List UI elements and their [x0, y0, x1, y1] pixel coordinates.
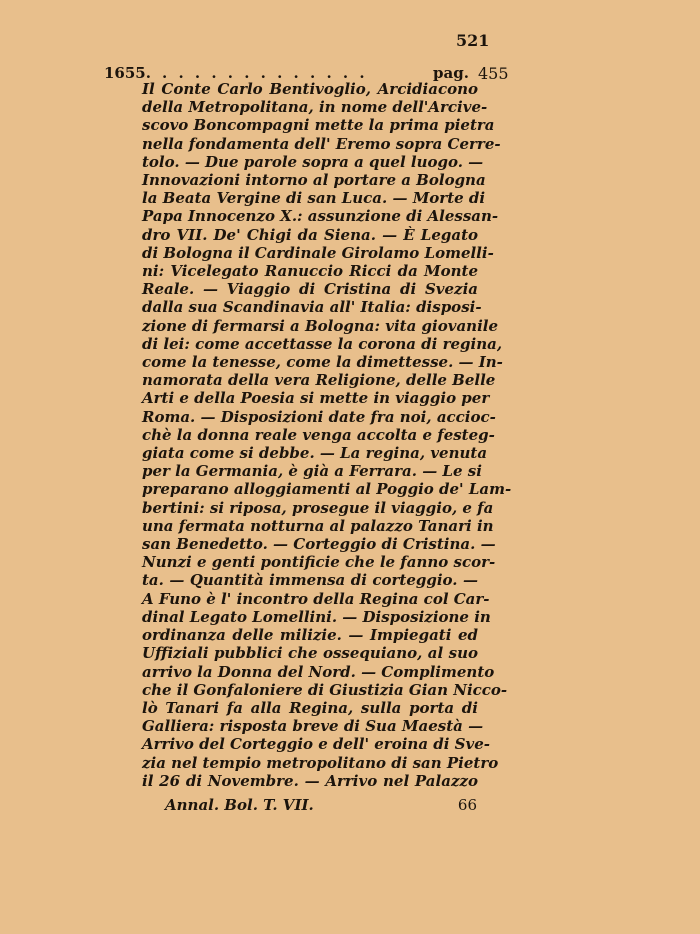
text-line: Nunzi e genti pontificie che le fanno scor-	[142, 553, 496, 572]
text-line: per la Germania, è già a Ferrara. — Le si	[142, 462, 482, 481]
text-line: Roma. — Disposizioni date fra noi, accioc-	[142, 407, 496, 426]
text-line: della Metropolitana, in nome dell'Arcive-	[142, 98, 488, 117]
page-reference-number: 455	[478, 64, 509, 83]
text-line: Il Conte Carlo Bentivoglio, Arcidiacono	[142, 80, 478, 98]
text-line: Innovazioni intorno al portare a Bologna	[142, 171, 486, 190]
text-line: di Bologna il Cardinale Girolamo Lomelli-	[142, 243, 494, 262]
text-line: chè la donna reale venga accolta e festeg-	[142, 425, 495, 444]
text-line: dinal Legato Lomellini. — Disposizione in	[142, 607, 491, 626]
text-line: Arti e della Poesia si mette in viaggio per	[142, 389, 490, 408]
text-line: bertini: si riposa, prosegue il viaggio, e fa	[142, 498, 494, 517]
text-line: namorata della vera Religione, delle Belle	[142, 371, 496, 390]
text-line: ordinanza delle milizie. — Impiegati ed	[142, 626, 478, 645]
sheet-number: 66	[457, 796, 477, 814]
text-line: di lei: come accettasse la corona di regina,	[142, 334, 503, 353]
text-line: lò Tanari fa alla Regina, sulla porta di	[142, 698, 478, 717]
text-line: dro VII. De' Chigi da Siena. — È Legato	[142, 225, 478, 244]
text-line: A Funo è l' incontro della Regina col Car-	[142, 589, 490, 608]
text-line: nella fondamenta dell' Eremo sopra Cerre-	[142, 134, 501, 153]
text-line: Papa Innocenzo X.: assunzione di Alessan-	[142, 207, 499, 226]
text-line: preparano alloggiamenti al Poggio de' Lam-	[142, 480, 512, 499]
text-line: tolo. — Due parole sopra a quel luogo. —	[142, 152, 484, 171]
text-line: ni: Vicelegato Ranuccio Ricci da Monte	[142, 262, 478, 281]
text-line: Uffiziali pubblici che ossequiano, al suo	[142, 644, 478, 663]
text-line: Arrivo del Corteggio e dell' eroina di Sve-	[142, 735, 490, 754]
text-line: la Beata Vergine di san Luca. — Morte di	[142, 189, 486, 208]
text-line: san Benedetto. — Corteggio di Cristina. —	[142, 535, 496, 554]
page-reference-label: pag.	[433, 64, 469, 82]
text-line: una fermata notturna al palazzo Tanari in	[142, 516, 494, 535]
text-line: scovo Boncompagni mette la prima pietra	[142, 116, 495, 135]
text-line: dalla sua Scandinavia all' Italia: disposi-	[142, 298, 482, 317]
page-number: 521	[456, 31, 490, 50]
text-line: che il Gonfaloniere di Giustizia Gian Nicco-	[142, 680, 508, 699]
text-line: Galliera: risposta breve di Sua Maestà —	[142, 717, 484, 736]
page-footer	[165, 796, 477, 816]
text-line: giata come si debbe. — La regina, venuta	[142, 444, 488, 463]
text-line: arrivo la Donna del Nord. — Complimento	[142, 662, 495, 681]
signature-mark: Annal. Bol. T. VII.	[165, 796, 314, 814]
text-line: ta. — Quantità immensa di corteggio. —	[142, 571, 478, 590]
entry-summary	[142, 80, 512, 790]
leader-dots: . . . . . . . . . . . . .	[162, 64, 368, 82]
text-line: zione di fermarsi a Bologna: vita giovanile	[142, 316, 499, 335]
text-line: il 26 di Novembre. — Arrivo nel Palazzo	[142, 771, 478, 790]
text-line: come la tenesse, come la dimettesse. — In-	[142, 353, 503, 372]
text-line: Reale. — Viaggio di Cristina di Svezia	[142, 280, 478, 299]
entry-year: 1655.	[104, 64, 151, 82]
text-line: zia nel tempio metropolitano di san Pietro	[142, 753, 499, 772]
